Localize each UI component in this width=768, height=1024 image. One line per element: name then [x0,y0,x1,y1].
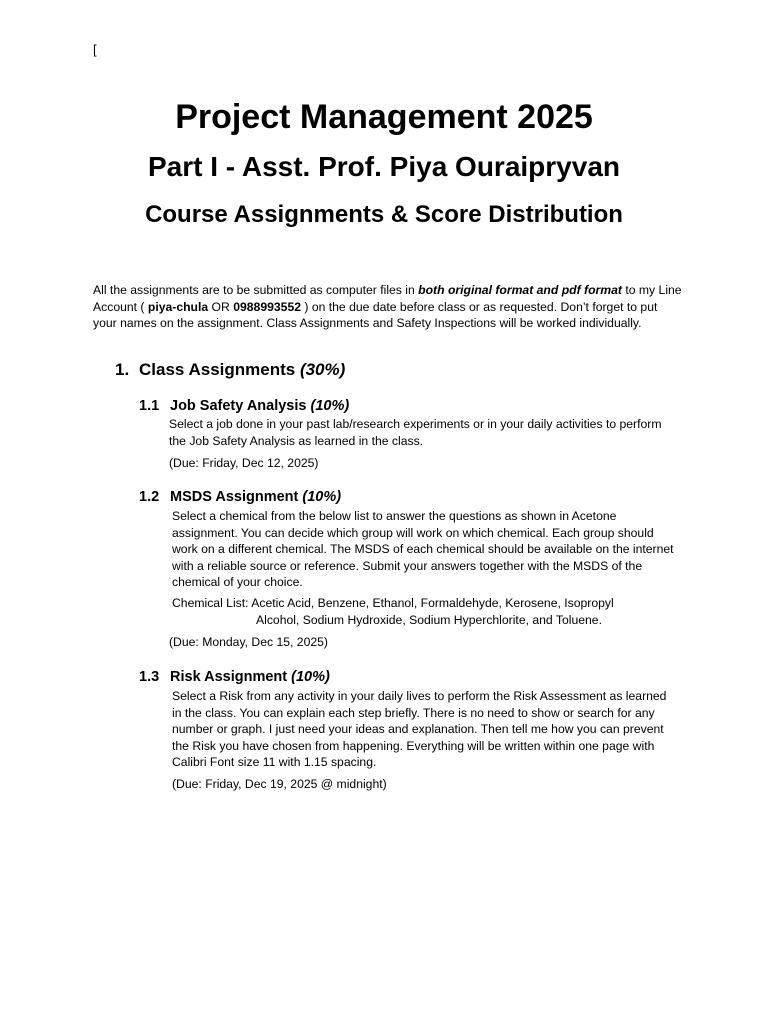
item-1-1-heading [139,396,349,416]
item-1-3-due-date: (Due: Friday, Dec 19, 2025 @ midnight) [172,777,387,791]
item-number: 1.1 [139,398,160,414]
item-number: 1.2 [139,489,160,505]
item-number: 1.3 [139,669,160,685]
intro-paragraph [93,282,683,332]
intro-text-2: to my Line Account ( [93,283,682,314]
intro-text-3: OR [208,299,234,314]
item-1-2-body: Select a chemical from the below list to answer the questions as shown in Acetone assignment. You can decide which group will work on which chemical. Each group should work on a different chemical. The MSDS of each chemical should be available on the internet with a reliable source or reference. Submit your answers together with the MSDS of the chemical of your choice. [172,509,674,589]
chemical-list-line-1: Chemical List: Acetic Acid, Benzene, Ethanol, Formaldehyde, Kerosene, Isopropyl [172,596,614,610]
item-weight: (10%) [310,398,350,414]
intro-text-1: All the assignments are to be submitted as computer files in [93,283,419,297]
document-title: Project Management 2025 [175,98,593,136]
section-1-heading [115,358,345,382]
item-1-3-heading [139,667,330,687]
title-block [0,94,768,232]
section-1-label: Class Assignments [139,360,300,379]
line-account-id: piya-chula [147,299,209,314]
section-1-weight: (30%) [299,360,346,379]
item-1-3-body: Select a Risk from any activity in your daily lives to perform the Risk Assessment as learned in the class. You can explain each step briefly. There is no need to show or search for any number or graph. I just need your ideas and explanation. Then tell me how you can prevent the Risk you have chosen from happening. Everything will be written within one page with Calibri Font size 11 with 1.15 spacing. [172,689,667,769]
intro-text-4: ) on the due date before class or as requested. Don’t forget to put your names on the assignment. Class Assignments and Safety Inspections will be worked individually. [93,299,658,330]
item-label: MSDS Assignment [170,489,303,505]
corner-bracket-mark: [ [93,42,97,57]
item-1-1-body: Select a job done in your past lab/research experiments or in your daily activities to perform the Job Safety Analysis as learned in the class. [169,417,662,448]
line-phone-number: 0988993552 [233,299,301,314]
item-weight: (10%) [291,669,330,685]
document-subtitle: Part I - Asst. Prof. Piya Ouraipryvan [147,151,620,182]
chemical-list [172,595,662,628]
chemical-list-line-2: Alcohol, Sodium Hydroxide, Sodium Hyperchlorite, and Toluene. [256,612,602,627]
item-1-1-due-date: (Due: Friday, Dec 12, 2025) [169,456,319,470]
section-title: Course Assignments & Score Distribution [145,201,623,228]
item-1-2-due-date: (Due: Monday, Dec 15, 2025) [169,635,328,649]
item-weight: (10%) [302,489,342,505]
item-label: Job Safety Analysis [170,398,311,414]
item-1-2-heading [139,487,341,507]
intro-format-emphasis: both original format and pdf format [418,283,622,297]
item-label: Risk Assignment [170,669,292,685]
section-1-number: 1. [115,360,130,379]
